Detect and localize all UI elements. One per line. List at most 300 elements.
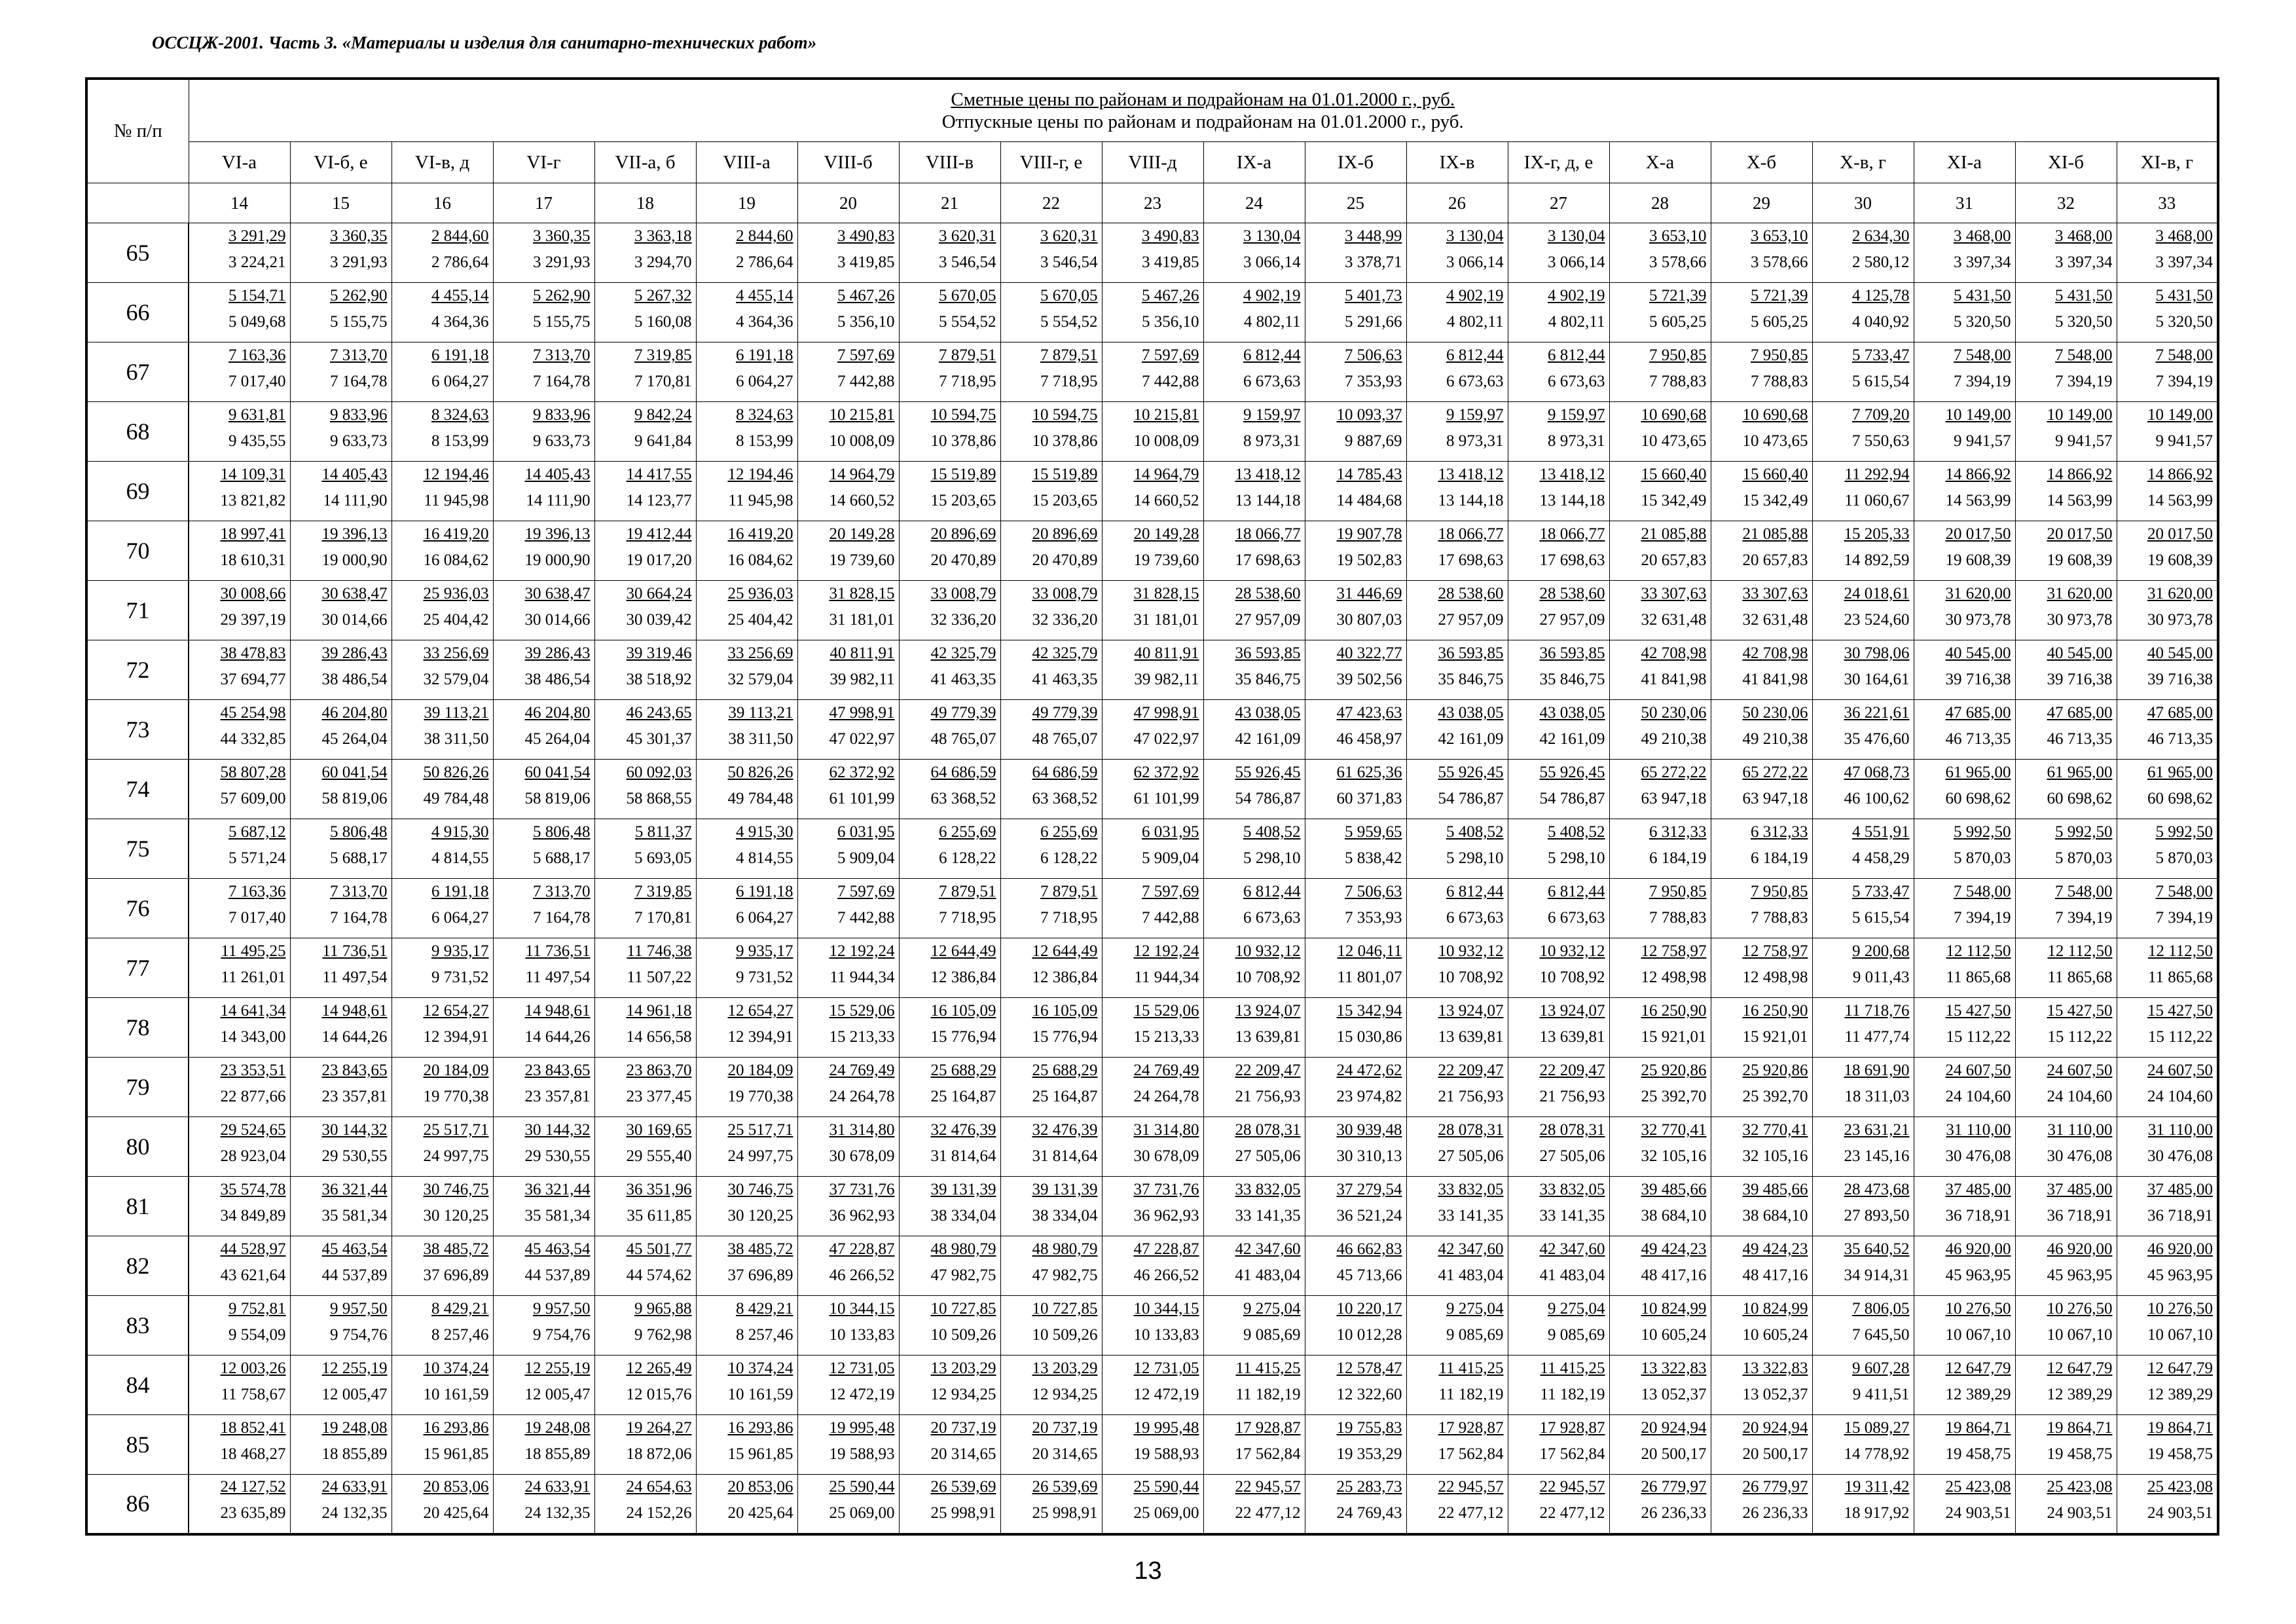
estimate-price: 26 779,97 xyxy=(1742,1478,1808,1496)
estimate-price: 24 607,50 xyxy=(1945,1061,2011,1079)
col-number: 26 xyxy=(1406,183,1508,223)
estimate-price: 13 322,83 xyxy=(1742,1359,1808,1377)
estimate-price: 10 594,75 xyxy=(930,406,996,424)
release-price: 3 546,54 xyxy=(1040,253,1098,271)
estimate-price: 31 620,00 xyxy=(2147,585,2213,602)
release-price: 32 631,48 xyxy=(1641,611,1707,629)
release-price: 30 678,09 xyxy=(829,1147,895,1165)
price-cell xyxy=(1406,640,1508,700)
estimate-price: 10 344,15 xyxy=(1133,1300,1199,1318)
estimate-price: 25 920,86 xyxy=(1742,1061,1808,1079)
estimate-price: 12 758,97 xyxy=(1641,942,1707,960)
price-cell xyxy=(290,402,392,462)
price-cell xyxy=(2117,640,2218,700)
table-row xyxy=(86,223,2218,283)
price-cell xyxy=(899,223,1000,283)
release-price: 49 784,48 xyxy=(423,790,489,807)
release-price: 7 353,93 xyxy=(1345,373,1402,390)
release-price: 8 973,31 xyxy=(1243,432,1301,450)
release-price: 5 291,66 xyxy=(1345,313,1402,331)
release-price: 19 608,39 xyxy=(2047,551,2113,569)
price-cell xyxy=(1102,1058,1203,1117)
release-price: 34 849,89 xyxy=(220,1207,286,1225)
release-price: 58 819,06 xyxy=(321,790,388,807)
col-number: 14 xyxy=(189,183,290,223)
col-header-district: XI-б xyxy=(2015,142,2117,183)
row-number: 77 xyxy=(86,938,189,998)
price-cell xyxy=(696,640,797,700)
price-cell xyxy=(1914,1475,2015,1534)
price-cell xyxy=(1609,521,1711,581)
price-cell xyxy=(392,402,493,462)
release-price: 24 903,51 xyxy=(1945,1504,2011,1522)
release-price: 5 554,52 xyxy=(939,313,996,331)
estimate-price: 60 092,03 xyxy=(626,764,692,781)
price-cell xyxy=(392,998,493,1058)
estimate-price: 19 995,48 xyxy=(829,1419,895,1437)
estimate-price: 7 163,36 xyxy=(228,346,286,364)
price-cell xyxy=(1406,760,1508,819)
price-cell xyxy=(1102,581,1203,640)
release-price: 20 425,64 xyxy=(423,1504,489,1522)
release-price: 30 807,03 xyxy=(1336,611,1402,629)
price-cell xyxy=(2117,1415,2218,1475)
price-cell xyxy=(1203,819,1305,879)
release-price: 4 814,55 xyxy=(736,849,793,867)
estimate-price: 14 948,61 xyxy=(524,1002,591,1020)
release-price: 25 392,70 xyxy=(1641,1088,1707,1105)
estimate-price: 7 950,85 xyxy=(1751,883,1808,900)
price-cell xyxy=(1305,521,1406,581)
table-row xyxy=(86,342,2218,402)
estimate-price: 48 980,79 xyxy=(1032,1240,1098,1258)
price-cell xyxy=(1406,1236,1508,1296)
estimate-price: 3 653,10 xyxy=(1751,227,1808,245)
release-price: 49 210,38 xyxy=(1641,730,1707,748)
price-cell xyxy=(696,879,797,938)
price-cell xyxy=(392,1177,493,1236)
release-price: 31 814,64 xyxy=(1032,1147,1098,1165)
release-price: 5 320,50 xyxy=(1954,313,2011,331)
release-price: 27 957,09 xyxy=(1235,611,1301,629)
estimate-price: 30 746,75 xyxy=(727,1181,793,1198)
estimate-price: 24 472,62 xyxy=(1336,1061,1402,1079)
release-price: 37 696,89 xyxy=(727,1266,793,1284)
price-cell xyxy=(1711,998,1812,1058)
release-price: 60 698,62 xyxy=(1945,790,2011,807)
estimate-price: 46 920,00 xyxy=(2147,1240,2213,1258)
price-cell xyxy=(1305,402,1406,462)
price-cell xyxy=(1305,1117,1406,1177)
release-price: 7 164,78 xyxy=(533,909,591,927)
release-price: 35 846,75 xyxy=(1438,671,1504,688)
estimate-price: 55 926,45 xyxy=(1235,764,1301,781)
estimate-price: 26 779,97 xyxy=(1641,1478,1707,1496)
estimate-price: 58 807,28 xyxy=(220,764,286,781)
price-cell xyxy=(1711,402,1812,462)
price-cell xyxy=(1000,223,1102,283)
estimate-price: 7 950,85 xyxy=(1649,883,1707,900)
estimate-price: 24 633,91 xyxy=(321,1478,388,1496)
price-cell xyxy=(797,640,899,700)
price-cell xyxy=(1609,879,1711,938)
price-cell xyxy=(290,283,392,342)
release-price: 47 982,75 xyxy=(930,1266,996,1284)
estimate-price: 43 038,05 xyxy=(1438,704,1504,722)
release-price: 10 473,65 xyxy=(1641,432,1707,450)
table-row xyxy=(86,1296,2218,1356)
release-price: 2 786,64 xyxy=(431,253,489,271)
estimate-price: 65 272,22 xyxy=(1641,764,1707,781)
release-price: 5 615,54 xyxy=(1852,909,1910,927)
estimate-price: 11 292,94 xyxy=(1844,466,1910,483)
release-price: 14 563,99 xyxy=(1945,492,2011,509)
price-cell xyxy=(392,342,493,402)
price-cell xyxy=(493,462,594,521)
price-cell xyxy=(1305,640,1406,700)
release-price: 44 537,89 xyxy=(321,1266,388,1284)
estimate-price: 11 746,38 xyxy=(627,942,692,960)
estimate-price: 42 325,79 xyxy=(930,644,996,662)
price-cell xyxy=(493,1296,594,1356)
row-number: 73 xyxy=(86,700,189,760)
release-price: 16 084,62 xyxy=(727,551,793,569)
price-cell xyxy=(1914,998,2015,1058)
release-price: 5 870,03 xyxy=(2155,849,2213,867)
col-header-district: IX-в xyxy=(1406,142,1508,183)
release-price: 11 182,19 xyxy=(1540,1386,1605,1403)
estimate-price: 30 144,32 xyxy=(321,1121,388,1139)
estimate-price: 31 314,80 xyxy=(829,1121,895,1139)
estimate-price: 30 746,75 xyxy=(423,1181,489,1198)
price-cell xyxy=(1203,1296,1305,1356)
price-cell xyxy=(797,700,899,760)
release-price: 5 688,17 xyxy=(533,849,591,867)
release-price: 13 639,81 xyxy=(1235,1028,1301,1046)
price-cell xyxy=(1914,402,2015,462)
price-cell xyxy=(1406,700,1508,760)
release-price: 13 144,18 xyxy=(1438,492,1504,509)
price-cell xyxy=(1609,998,1711,1058)
price-cell xyxy=(1000,342,1102,402)
release-price: 6 128,22 xyxy=(939,849,996,867)
price-cell xyxy=(797,462,899,521)
row-number: 71 xyxy=(86,581,189,640)
estimate-price: 10 149,00 xyxy=(1945,406,2011,424)
price-cell xyxy=(2015,283,2117,342)
estimate-price: 17 928,87 xyxy=(1235,1419,1301,1437)
price-cell xyxy=(1203,879,1305,938)
price-cell xyxy=(696,521,797,581)
price-cell xyxy=(1914,1415,2015,1475)
price-cell xyxy=(392,819,493,879)
price-cell xyxy=(1305,998,1406,1058)
release-price: 45 264,04 xyxy=(524,730,591,748)
release-price: 30 120,25 xyxy=(423,1207,489,1225)
estimate-price: 42 708,98 xyxy=(1641,644,1707,662)
release-price: 10 509,26 xyxy=(1032,1326,1098,1344)
price-cell xyxy=(1508,1177,1609,1236)
table-row xyxy=(86,1177,2218,1236)
estimate-price: 3 490,83 xyxy=(1142,227,1199,245)
price-cell xyxy=(290,342,392,402)
estimate-price: 12 647,79 xyxy=(2047,1359,2113,1377)
price-cell xyxy=(493,1415,594,1475)
row-number: 84 xyxy=(86,1356,189,1415)
estimate-price: 35 574,78 xyxy=(220,1181,286,1198)
col-number: 21 xyxy=(899,183,1000,223)
price-cell xyxy=(1812,1296,1914,1356)
estimate-price: 7 548,00 xyxy=(2155,346,2213,364)
estimate-price: 37 279,54 xyxy=(1336,1181,1402,1198)
release-price: 10 473,65 xyxy=(1742,432,1808,450)
release-price: 28 923,04 xyxy=(220,1147,286,1165)
price-cell xyxy=(493,760,594,819)
price-cell xyxy=(594,819,696,879)
release-price: 30 678,09 xyxy=(1133,1147,1199,1165)
estimate-price: 33 832,05 xyxy=(1438,1181,1504,1198)
estimate-price: 4 455,14 xyxy=(736,287,793,304)
price-cell xyxy=(2015,402,2117,462)
estimate-price: 12 112,50 xyxy=(2147,942,2213,960)
estimate-price: 5 811,37 xyxy=(634,823,692,841)
release-price: 7 170,81 xyxy=(634,909,692,927)
price-cell xyxy=(493,1475,594,1534)
estimate-price: 33 832,05 xyxy=(1235,1181,1301,1198)
release-price: 39 982,11 xyxy=(829,671,895,688)
price-cell xyxy=(2117,283,2218,342)
release-price: 24 264,78 xyxy=(1133,1088,1199,1105)
table-row xyxy=(86,640,2218,700)
release-price: 24 264,78 xyxy=(829,1088,895,1105)
estimate-price: 11 415,25 xyxy=(1540,1359,1605,1377)
estimate-price: 4 902,19 xyxy=(1446,287,1504,304)
estimate-price: 12 758,97 xyxy=(1742,942,1808,960)
price-cell xyxy=(493,521,594,581)
release-price: 14 484,68 xyxy=(1336,492,1402,509)
price-cell xyxy=(290,521,392,581)
estimate-price: 9 159,97 xyxy=(1446,406,1504,424)
estimate-price: 4 455,14 xyxy=(431,287,489,304)
release-price: 23 524,60 xyxy=(1844,611,1910,629)
estimate-price: 23 353,51 xyxy=(220,1061,286,1079)
row-number: 83 xyxy=(86,1296,189,1356)
estimate-price: 6 191,18 xyxy=(736,883,793,900)
release-price: 41 841,98 xyxy=(1742,671,1808,688)
release-price: 15 112,22 xyxy=(1946,1028,2011,1046)
release-price: 11 182,19 xyxy=(1438,1386,1504,1403)
estimate-price: 25 920,86 xyxy=(1641,1061,1707,1079)
estimate-price: 5 431,50 xyxy=(2155,287,2213,304)
estimate-price: 16 293,86 xyxy=(727,1419,793,1437)
release-price: 3 578,66 xyxy=(1751,253,1808,271)
release-price: 10 708,92 xyxy=(1235,969,1301,986)
estimate-price: 2 844,60 xyxy=(431,227,489,245)
price-cell xyxy=(1609,819,1711,879)
price-cell xyxy=(1508,402,1609,462)
table-row xyxy=(86,1475,2218,1534)
release-price: 23 635,89 xyxy=(220,1504,286,1522)
price-cell xyxy=(290,760,392,819)
release-price: 58 819,06 xyxy=(524,790,591,807)
release-price: 9 641,84 xyxy=(634,432,692,450)
release-price: 27 957,09 xyxy=(1438,611,1504,629)
col-number: 24 xyxy=(1203,183,1305,223)
release-price: 3 397,34 xyxy=(1954,253,2011,271)
price-cell xyxy=(1203,342,1305,402)
col-header-district: X-в, г xyxy=(1812,142,1914,183)
price-cell xyxy=(2015,998,2117,1058)
price-cell xyxy=(189,938,290,998)
release-price: 3 066,14 xyxy=(1243,253,1301,271)
col-number: 25 xyxy=(1305,183,1406,223)
price-cell xyxy=(1508,1236,1609,1296)
price-cell xyxy=(1406,879,1508,938)
release-price: 9 435,55 xyxy=(228,432,286,450)
release-price: 43 621,64 xyxy=(220,1266,286,1284)
price-cell xyxy=(1406,581,1508,640)
estimate-price: 24 633,91 xyxy=(524,1478,591,1496)
release-price: 15 961,85 xyxy=(727,1445,793,1463)
estimate-price: 23 631,21 xyxy=(1844,1121,1910,1139)
estimate-price: 14 961,18 xyxy=(626,1002,692,1020)
release-price: 14 892,59 xyxy=(1844,551,1910,569)
price-cell xyxy=(1000,1296,1102,1356)
estimate-price: 39 131,39 xyxy=(1032,1181,1098,1198)
col-header-district: VIII-б xyxy=(797,142,899,183)
estimate-price: 45 463,54 xyxy=(524,1240,591,1258)
estimate-price: 9 159,97 xyxy=(1243,406,1301,424)
estimate-price: 28 078,31 xyxy=(1539,1121,1605,1139)
price-cell xyxy=(1609,640,1711,700)
price-cell xyxy=(1203,521,1305,581)
estimate-price: 10 932,12 xyxy=(1235,942,1301,960)
estimate-price: 23 843,65 xyxy=(321,1061,388,1079)
price-cell xyxy=(899,998,1000,1058)
estimate-price: 30 008,66 xyxy=(220,585,286,602)
release-price: 7 442,88 xyxy=(837,909,895,927)
release-price: 32 336,20 xyxy=(930,611,996,629)
estimate-price: 10 215,81 xyxy=(1133,406,1199,424)
price-cell xyxy=(1406,1356,1508,1415)
estimate-price: 3 130,04 xyxy=(1446,227,1504,245)
price-cell xyxy=(1508,998,1609,1058)
release-price: 10 012,28 xyxy=(1336,1326,1402,1344)
release-price: 15 203,65 xyxy=(930,492,996,509)
release-price: 36 962,93 xyxy=(829,1207,895,1225)
price-cell xyxy=(392,1415,493,1475)
estimate-price: 3 620,31 xyxy=(939,227,996,245)
price-cell xyxy=(1305,283,1406,342)
estimate-price: 31 110,00 xyxy=(2047,1121,2113,1139)
release-price: 45 963,95 xyxy=(2147,1266,2213,1284)
col-number: 27 xyxy=(1508,183,1609,223)
estimate-price: 24 127,52 xyxy=(220,1478,286,1496)
price-cell xyxy=(1812,283,1914,342)
price-cell xyxy=(1812,1356,1914,1415)
price-cell xyxy=(392,283,493,342)
estimate-price: 13 418,12 xyxy=(1438,466,1504,483)
price-cell xyxy=(1406,819,1508,879)
release-price: 13 052,37 xyxy=(1641,1386,1707,1403)
price-cell xyxy=(1711,223,1812,283)
release-price: 10 509,26 xyxy=(930,1326,996,1344)
price-cell xyxy=(899,462,1000,521)
release-price: 15 112,22 xyxy=(2147,1028,2213,1046)
release-price: 6 184,19 xyxy=(1751,849,1808,867)
estimate-price: 39 286,43 xyxy=(321,644,388,662)
estimate-price: 6 191,18 xyxy=(431,346,489,364)
price-cell xyxy=(797,1356,899,1415)
estimate-price: 25 688,29 xyxy=(930,1061,996,1079)
release-price: 9 731,52 xyxy=(431,969,489,986)
col-number: 30 xyxy=(1812,183,1914,223)
price-cell xyxy=(392,462,493,521)
price-cell xyxy=(1102,1475,1203,1534)
price-cell xyxy=(1609,223,1711,283)
price-cell xyxy=(797,402,899,462)
estimate-price: 13 418,12 xyxy=(1539,466,1605,483)
price-cell xyxy=(1305,1177,1406,1236)
estimate-price: 20 853,06 xyxy=(727,1478,793,1496)
release-price: 12 394,91 xyxy=(727,1028,793,1046)
release-price: 7 017,40 xyxy=(228,909,286,927)
price-cell xyxy=(290,879,392,938)
release-price: 14 123,77 xyxy=(626,492,692,509)
release-price: 61 101,99 xyxy=(829,790,895,807)
release-price: 19 502,83 xyxy=(1336,551,1402,569)
price-cell xyxy=(1609,1356,1711,1415)
price-cell xyxy=(1203,640,1305,700)
price-cell xyxy=(392,223,493,283)
estimate-price: 6 031,95 xyxy=(1142,823,1199,841)
price-cell xyxy=(594,462,696,521)
estimate-price: 7 950,85 xyxy=(1649,346,1707,364)
estimate-price: 20 149,28 xyxy=(829,525,895,543)
release-price: 13 052,37 xyxy=(1742,1386,1808,1403)
estimate-price: 11 718,76 xyxy=(1844,1002,1910,1020)
estimate-price: 6 812,44 xyxy=(1243,883,1301,900)
price-cell xyxy=(1711,283,1812,342)
release-price: 41 483,04 xyxy=(1438,1266,1504,1284)
price-cell xyxy=(1508,1415,1609,1475)
estimate-price: 30 939,48 xyxy=(1336,1121,1402,1139)
price-cell xyxy=(594,342,696,402)
estimate-price: 24 769,49 xyxy=(829,1061,895,1079)
estimate-price: 46 243,65 xyxy=(626,704,692,722)
estimate-price: 6 255,69 xyxy=(939,823,996,841)
estimate-price: 7 548,00 xyxy=(2155,883,2213,900)
release-price: 48 417,16 xyxy=(1641,1266,1707,1284)
release-price: 37 694,77 xyxy=(220,671,286,688)
estimate-price: 20 737,19 xyxy=(930,1419,996,1437)
price-cell xyxy=(290,223,392,283)
release-price: 4 814,55 xyxy=(431,849,489,867)
release-price: 12 498,98 xyxy=(1742,969,1808,986)
page-number: 13 xyxy=(1134,1557,1162,1585)
release-price: 12 389,29 xyxy=(2147,1386,2213,1403)
price-cell xyxy=(392,1058,493,1117)
release-price: 4 040,92 xyxy=(1852,313,1910,331)
release-price: 14 111,90 xyxy=(323,492,388,509)
price-cell xyxy=(1711,581,1812,640)
estimate-price: 14 964,79 xyxy=(1133,466,1199,483)
col-header-district: IX-г, д, е xyxy=(1508,142,1609,183)
release-price: 25 069,00 xyxy=(1133,1504,1199,1522)
price-cell xyxy=(1102,402,1203,462)
price-cell xyxy=(1508,938,1609,998)
estimate-price: 10 276,50 xyxy=(2147,1300,2213,1318)
